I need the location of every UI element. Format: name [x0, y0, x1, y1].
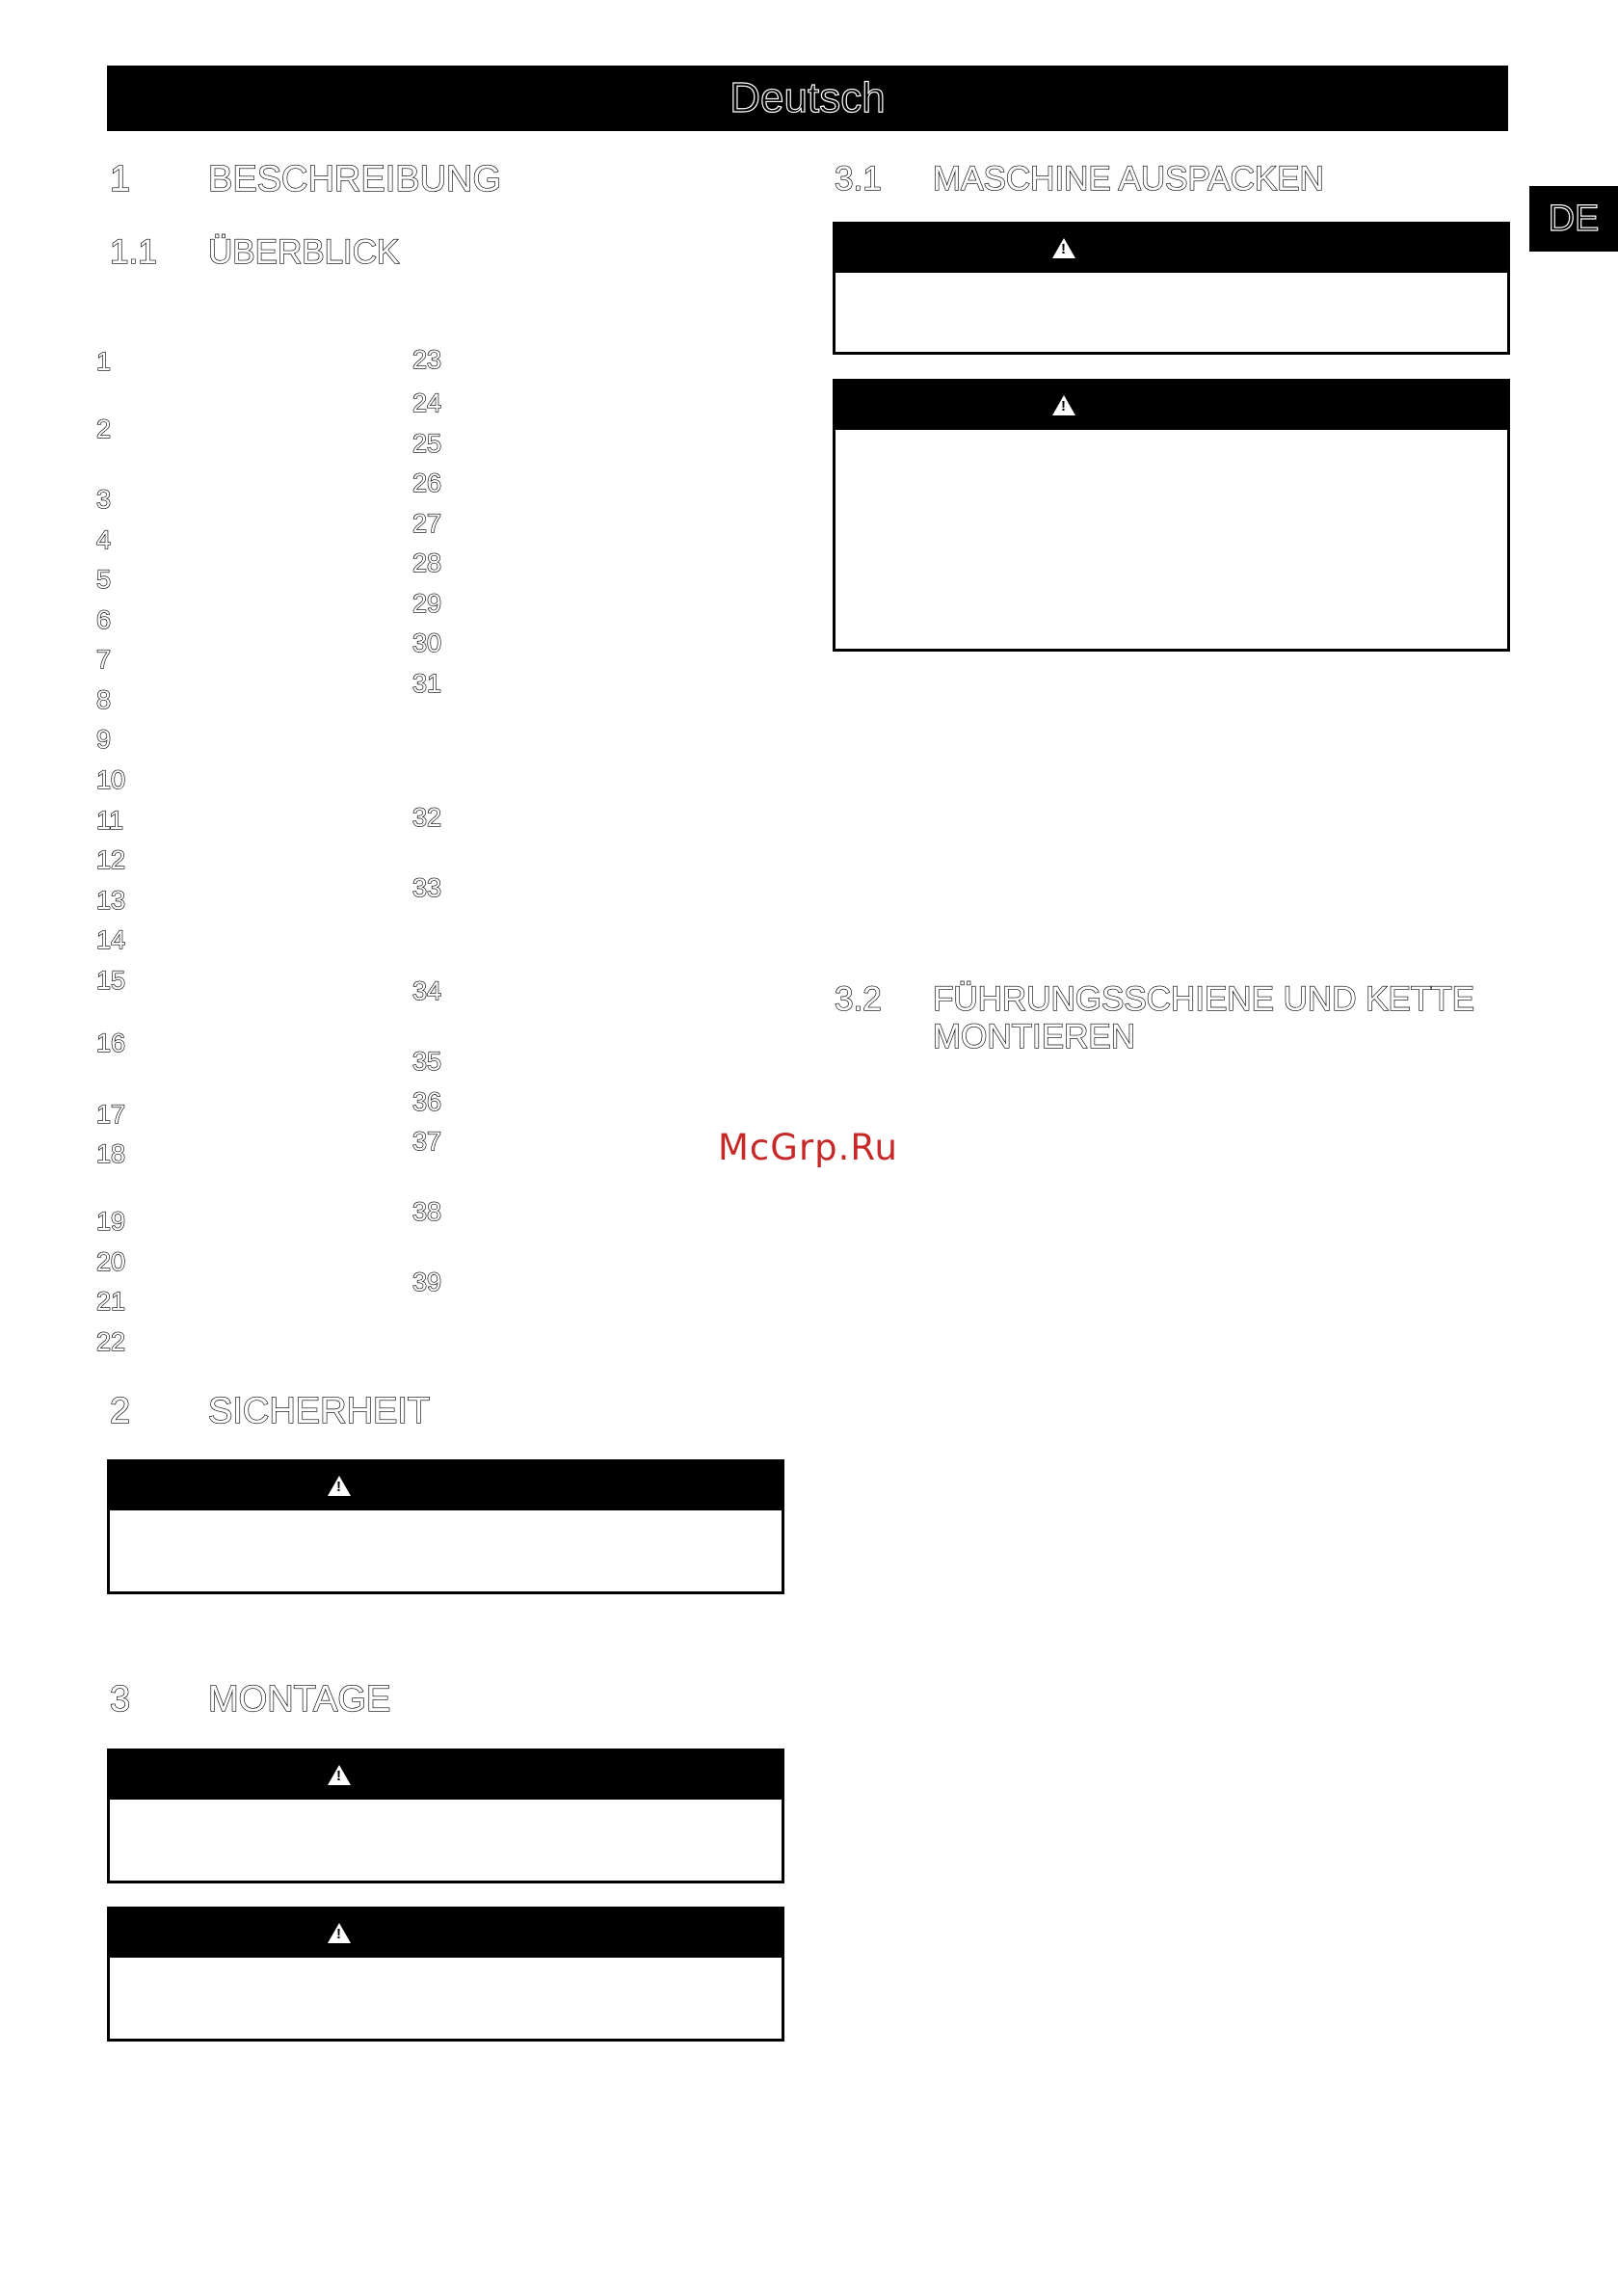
list-item: 26: [412, 468, 442, 497]
list-item: 8: [96, 685, 112, 714]
watermark: McGrp.Ru: [718, 1127, 898, 1168]
list-item: 10: [96, 765, 126, 794]
list-item: 36: [412, 1087, 442, 1116]
list-item: 11: [96, 806, 124, 835]
warning-box: [107, 1459, 784, 1594]
list-item: 9: [96, 725, 112, 754]
section-title: MASCHINE AUSPACKEN: [933, 160, 1324, 198]
warning-header: [836, 382, 1507, 430]
section-title: MONTIEREN: [933, 1018, 1135, 1055]
list-item: 28: [412, 548, 442, 577]
list-item: 24: [412, 388, 442, 417]
section-number: 3.1: [835, 160, 882, 198]
list-item: 14: [96, 925, 126, 954]
list-item: 19: [96, 1207, 126, 1236]
list-item: 25: [412, 429, 442, 458]
language-tab-label: DE: [1548, 198, 1600, 239]
list-item: 32: [412, 803, 442, 832]
list-item: 1: [96, 347, 112, 376]
list-item: 39: [412, 1268, 442, 1296]
list-item: 16: [96, 1028, 126, 1057]
list-item: 17: [96, 1100, 126, 1129]
list-item: 13: [96, 886, 126, 915]
section-title: BESCHREIBUNG: [208, 159, 502, 200]
list-item: 29: [412, 589, 442, 618]
warning-triangle-icon: [328, 1765, 351, 1785]
warning-header: [836, 225, 1507, 273]
warning-triangle-icon: [328, 1476, 351, 1496]
list-item: 38: [412, 1197, 442, 1226]
list-item: 22: [96, 1327, 126, 1356]
warning-box: [833, 222, 1510, 355]
list-item: 33: [412, 873, 442, 902]
list-item: 37: [412, 1127, 442, 1156]
section-number: 3.2: [835, 980, 882, 1018]
list-item: 30: [412, 628, 442, 657]
warning-triangle-icon: [1052, 395, 1075, 415]
list-item: 35: [412, 1047, 442, 1076]
section-number: 3: [110, 1679, 131, 1720]
warning-triangle-icon: [328, 1923, 351, 1943]
list-item: 21: [96, 1287, 126, 1316]
list-item: 5: [96, 565, 112, 594]
section-title: MONTAGE: [208, 1679, 391, 1720]
warning-header: [110, 1751, 782, 1800]
language-header-bar: [107, 66, 1508, 131]
list-item: 18: [96, 1139, 126, 1168]
warning-header: [110, 1909, 782, 1958]
list-item: 6: [96, 605, 112, 634]
warning-box: [833, 379, 1510, 652]
section-number: 2: [110, 1391, 131, 1431]
section-title: SICHERHEIT: [208, 1391, 431, 1431]
list-item: 7: [96, 645, 112, 674]
list-item: 27: [412, 509, 442, 538]
warning-box: [107, 1749, 784, 1883]
warning-triangle-icon: [1052, 238, 1075, 258]
list-item: 4: [96, 525, 112, 554]
section-number: 1.1: [110, 233, 157, 271]
list-item: 31: [412, 669, 442, 698]
warning-header: [110, 1462, 782, 1510]
list-item: 34: [412, 976, 442, 1005]
language-tab: [1529, 186, 1618, 252]
warning-box: [107, 1907, 784, 2042]
section-title: ÜBERBLICK: [208, 233, 400, 271]
list-item: 12: [96, 845, 126, 874]
list-item: 15: [96, 966, 126, 995]
list-item: 3: [96, 485, 112, 514]
list-item: 23: [412, 345, 442, 374]
section-number: 1: [110, 159, 131, 200]
language-title: Deutsch: [729, 74, 886, 121]
section-title: FÜHRUNGSSCHIENE UND KETTE: [933, 980, 1474, 1018]
list-item: 2: [96, 414, 112, 443]
list-item: 20: [96, 1247, 126, 1276]
